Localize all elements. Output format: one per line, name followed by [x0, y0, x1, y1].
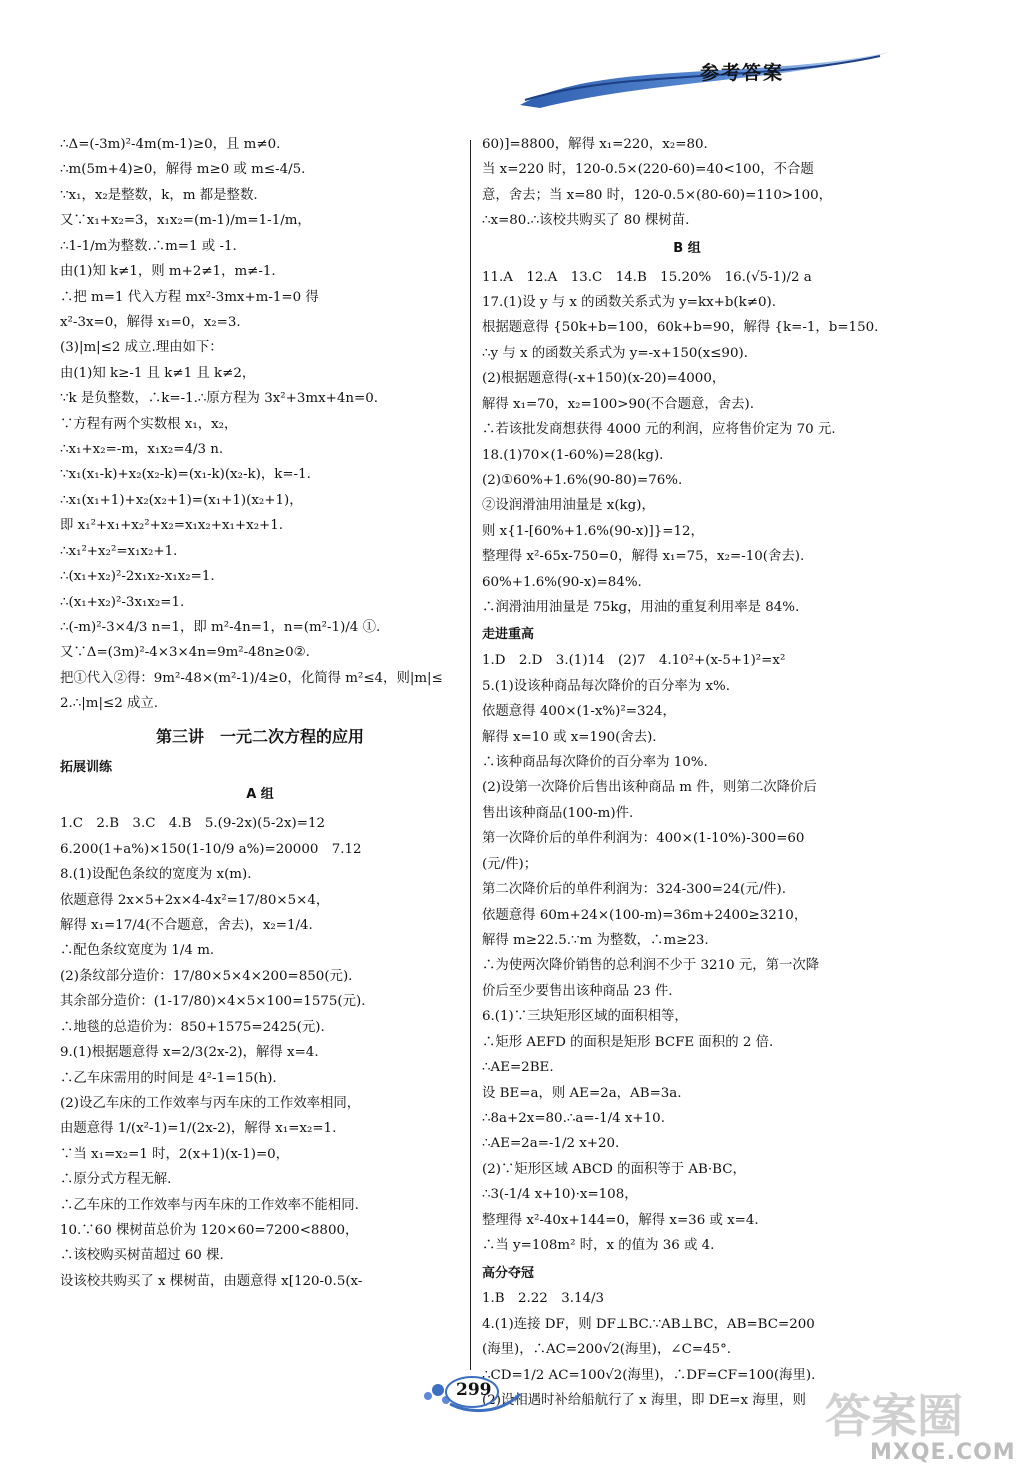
right-column-line: 解得 m≥22.5.∵m 为整数，∴m≥23.	[482, 933, 709, 949]
left-column-line: ∴(x₁+x₂)²-2x₁x₂-x₁x₂=1.	[60, 569, 215, 585]
page-number: 299	[456, 1380, 492, 1400]
right-column-line: (2)①60%+1.6%(90-80)=76%.	[482, 472, 683, 488]
right-column-line: (2)∵矩形区域 ABCD 的面积等于 AB·BC，	[482, 1161, 746, 1177]
right-column-line: 依题意得 60m+24×(100-m)=36m+2400≥3210，	[482, 907, 808, 923]
left-column-line: 由(1)知 k≥-1 且 k≠1 且 k≠2，	[60, 365, 256, 381]
left-column-line: ∵x₁，x₂是整数，k，m 都是整数.	[60, 187, 258, 203]
right-column-line: (2)根据题意得(-x+150)(x-20)=4000，	[482, 371, 726, 387]
left-column-line: ∵k 是负整数，∴k=-1.∴原方程为 3x²+3mx+4n=0.	[60, 391, 378, 407]
right-column-line: B 组	[673, 240, 701, 256]
right-column-line: 设 BE=a，则 AE=2a，AB=3a.	[482, 1085, 682, 1101]
right-column-line: 解得 x₁=70，x₂=100>90(不合题意，舍去).	[482, 396, 755, 412]
right-column-line: ∴x=80.∴该校共购买了 80 棵树苗.	[482, 213, 690, 229]
left-column-line: A 组	[246, 787, 274, 803]
right-column-line: ∴矩形 AEFD 的面积是矩形 BCFE 面积的 2 倍.	[482, 1034, 774, 1050]
right-column-line: 60%+1.6%(90-x)=84%.	[482, 574, 642, 590]
right-column	[482, 132, 892, 1414]
right-column-line: ∴AE=2BE.	[482, 1060, 554, 1076]
right-column-line: 当 x=220 时，120-0.5×(220-60)=40<100，不合题	[482, 162, 814, 178]
left-column-line: ∵x₁(x₁-k)+x₂(x₂-k)=(x₁-k)(x₂-k)，k=-1.	[60, 467, 311, 483]
right-column-line: ∴8a+2x=80.∴a=-1/4 x+10.	[482, 1110, 665, 1126]
right-column-line: 则 x{1-[60%+1.6%(90-x)]}=12，	[482, 523, 704, 539]
right-column-line: 1.B 2.22 3.14/3	[482, 1291, 605, 1307]
right-column-line: ∴润滑油用油量是 75kg，用油的重复利用率是 84%.	[482, 600, 800, 616]
left-column-line: (2)设乙车床的工作效率与丙车床的工作效率相同，	[60, 1095, 361, 1111]
left-column-line: 10.∵60 棵树苗总价为 120×60=7200<8800，	[60, 1223, 359, 1239]
watermark-site: MXQE.COM	[870, 1440, 1016, 1465]
right-column-line: ②设润滑油用油量是 x(kg)，	[482, 498, 655, 514]
right-column-line: 解得 x=10 或 x=190(舍去).	[482, 729, 657, 745]
right-column-line: 整理得 x²-65x-750=0，解得 x₁=75，x₂=-10(舍去).	[482, 549, 805, 565]
column-divider	[470, 140, 471, 1370]
right-column-line: 整理得 x²-40x+144=0，解得 x=36 或 x=4.	[482, 1212, 759, 1228]
left-column-line: 第三讲 一元二次方程的应用	[155, 726, 364, 746]
right-column-line: ∴该种商品每次降价的百分率为 10%.	[482, 755, 708, 771]
left-column-line: ∴x₁(x₁+1)+x₂(x₂+1)=(x₁+1)(x₂+1)，	[60, 492, 303, 508]
right-column-line: 第二次降价后的单件利润为：324-300=24(元/件).	[482, 882, 786, 898]
left-column-line: 由题意得 1/(x²-1)=1/(2x-2)，解得 x₁=x₂=1.	[60, 1121, 337, 1137]
left-column-line: 又∵x₁+x₂=3，x₁x₂=(m-1)/m=1-1/m，	[60, 213, 311, 229]
left-column-line: 依题意得 2x×5+2x×4-4x²=17/80×5×4，	[60, 892, 330, 908]
left-column-line: ∴把 m=1 代入方程 mx²-3mx+m-1=0 得	[60, 289, 319, 305]
left-column	[60, 132, 460, 1294]
watermark-logo: 答案圈	[825, 1389, 963, 1443]
left-column-line: ∴x₁²+x₂²=x₁x₂+1.	[60, 543, 178, 559]
left-column-line: ∵方程有两个实数根 x₁，x₂，	[60, 416, 238, 432]
left-column-line: 2.∴|m|≤2 成立.	[60, 696, 159, 712]
left-column-line: 即 x₁²+x₁+x₂²+x₂=x₁x₂+x₁+x₂+1.	[60, 518, 284, 534]
right-column-line: ∴当 y=108m² 时，x 的值为 36 或 4.	[482, 1238, 715, 1254]
right-column-line: 意，舍去；当 x=80 时，120-0.5×(80-60)=110>100，	[482, 187, 833, 203]
left-column-line: (3)|m|≤2 成立.理由如下：	[60, 340, 223, 356]
right-column-line: ∴若该批发商想获得 4000 元的利润，应将售价定为 70 元.	[482, 422, 836, 438]
left-column-line: ∵当 x₁=x₂=1 时，2(x+1)(x-1)=0，	[60, 1146, 290, 1162]
left-column-line: 设该校共购买了 x 棵树苗，由题意得 x[120-0.5(x-	[60, 1273, 363, 1289]
left-column-line: ∴Δ=(-3m)²-4m(m-1)≥0，且 m≠0.	[60, 137, 281, 152]
right-column-line: 高分夺冠	[482, 1265, 535, 1281]
right-column-line: 5.(1)设该种商品每次降价的百分率为 x%.	[482, 678, 731, 694]
left-column-line: ∴1-1/m为整数.∴m=1 或 -1.	[60, 238, 237, 254]
left-column-line: ∴(-m)²-3×4/3 n=1，即 m²-4n=1，n=(m²-1)/4 ①.	[60, 620, 381, 636]
right-column-line: 依题意得 400×(1-x%)²=324，	[482, 704, 676, 720]
left-column-line: 9.(1)根据题意得 x=2/3(2x-2)，解得 x=4.	[60, 1045, 319, 1061]
right-column-line: ∴AE=2a=-1/2 x+20.	[482, 1136, 620, 1152]
page-header	[0, 0, 1000, 120]
right-column-line: ∴为使两次降价销售的总利润不少于 3210 元，第一次降	[482, 958, 820, 974]
left-column-line: ∴乙车床需用的时间是 4²-1=15(h).	[60, 1070, 277, 1086]
left-column-line: ∴x₁+x₂=-m，x₁x₂=4/3 n.	[60, 442, 224, 458]
right-column-line: (元/件)；	[482, 856, 538, 872]
left-column-line: (2)条纹部分造价：17/80×5×4×200=850(元).	[60, 968, 353, 984]
left-column-line: ∴该校购买树苗超过 60 棵.	[60, 1248, 224, 1264]
left-column-line: 6.200(1+a%)×150(1-10/9 a%)=20000 7.12	[60, 841, 362, 857]
right-column-line: 1.D 2.D 3.(1)14 (2)7 4.10²+(x-5+1)²=x²	[482, 653, 786, 669]
left-column-line: ∴原分式方程无解.	[60, 1172, 172, 1188]
right-column-line: (2)设相遇时补给船航行了 x 海里，即 DE=x 海里，则	[482, 1393, 806, 1409]
right-column-line: 6.(1)∵三块矩形区域的面积相等，	[482, 1009, 688, 1025]
right-column-line: ∴CD=1/2 AC=100√2(海里)，∴DF=CF=100(海里).	[482, 1367, 816, 1383]
left-column-line: ∴乙车床的工作效率与丙车床的工作效率不能相同.	[60, 1197, 359, 1213]
left-column-line: 拓展训练	[60, 759, 113, 775]
right-column-line: ∴y 与 x 的函数关系式为 y=-x+150(x≤90).	[482, 345, 748, 361]
right-column-line: (2)设第一次降价后售出该种商品 m 件，则第二次降价后	[482, 780, 817, 796]
right-column-line: 走进重高	[482, 627, 535, 643]
left-column-line: 其余部分造价：(1-17/80)×4×5×100=1575(元).	[60, 994, 366, 1010]
left-column-line: 把①代入②得：9m²-48×(m²-1)/4≥0，化简得 m²≤4，则|m|≤	[60, 670, 443, 686]
right-column-line: (海里)，∴AC=200√2(海里)，∠C=45°.	[482, 1342, 732, 1358]
left-column-line: 由(1)知 k≠1，则 m+2≠1，m≠-1.	[60, 264, 276, 280]
header-swoosh-graphic	[0, 0, 1000, 120]
right-column-line: 18.(1)70×(1-60%)=28(kg).	[482, 447, 664, 463]
right-column-line: 17.(1)设 y 与 x 的函数关系式为 y=kx+b(k≠0).	[482, 295, 776, 310]
right-column-line: 第一次降价后的单件利润为：400×(1-10%)-300=60	[482, 831, 805, 847]
right-column-line: 60)]=8800，解得 x₁=220，x₂=80.	[482, 137, 708, 152]
right-column-line: 根据题意得 {50k+b=100，60k+b=90，解得 {k=-1，b=150.	[482, 320, 879, 336]
right-column-line: 价后至少要售出该种商品 23 件.	[482, 983, 673, 999]
header-title: 参考答案	[700, 62, 785, 84]
left-column-line: ∴配色条纹宽度为 1/4 m.	[60, 943, 215, 959]
left-column-line: ∴m(5m+4)≥0，解得 m≥0 或 m≤-4/5.	[60, 162, 306, 178]
left-column-line: 1.C 2.B 3.C 4.B 5.(9-2x)(5-2x)=12	[60, 816, 326, 832]
left-column-line: 解得 x₁=17/4(不合题意，舍去)，x₂=1/4.	[60, 917, 313, 933]
left-column-line: x²-3x=0，解得 x₁=0，x₂=3.	[60, 314, 241, 330]
right-column-line: 售出该种商品(100-m)件.	[482, 805, 634, 821]
right-column-line: 11.A 12.A 13.C 14.B 15.20% 16.(√5-1)/2 a	[482, 269, 812, 285]
left-column-line: 又∵Δ=(3m)²-4×3×4n=9m²-48n≥0②.	[60, 645, 310, 661]
right-column-line: 4.(1)连接 DF，则 DF⊥BC.∵AB⊥BC，AB=BC=200	[482, 1316, 815, 1332]
left-column-line: ∴地毯的总造价为：850+1575=2425(元).	[60, 1019, 325, 1035]
right-column-line: ∴3(-1/4 x+10)·x=108，	[482, 1187, 638, 1203]
left-column-line: ∴(x₁+x₂)²-3x₁x₂=1.	[60, 594, 185, 610]
left-column-line: 8.(1)设配色条纹的宽度为 x(m).	[60, 867, 252, 883]
